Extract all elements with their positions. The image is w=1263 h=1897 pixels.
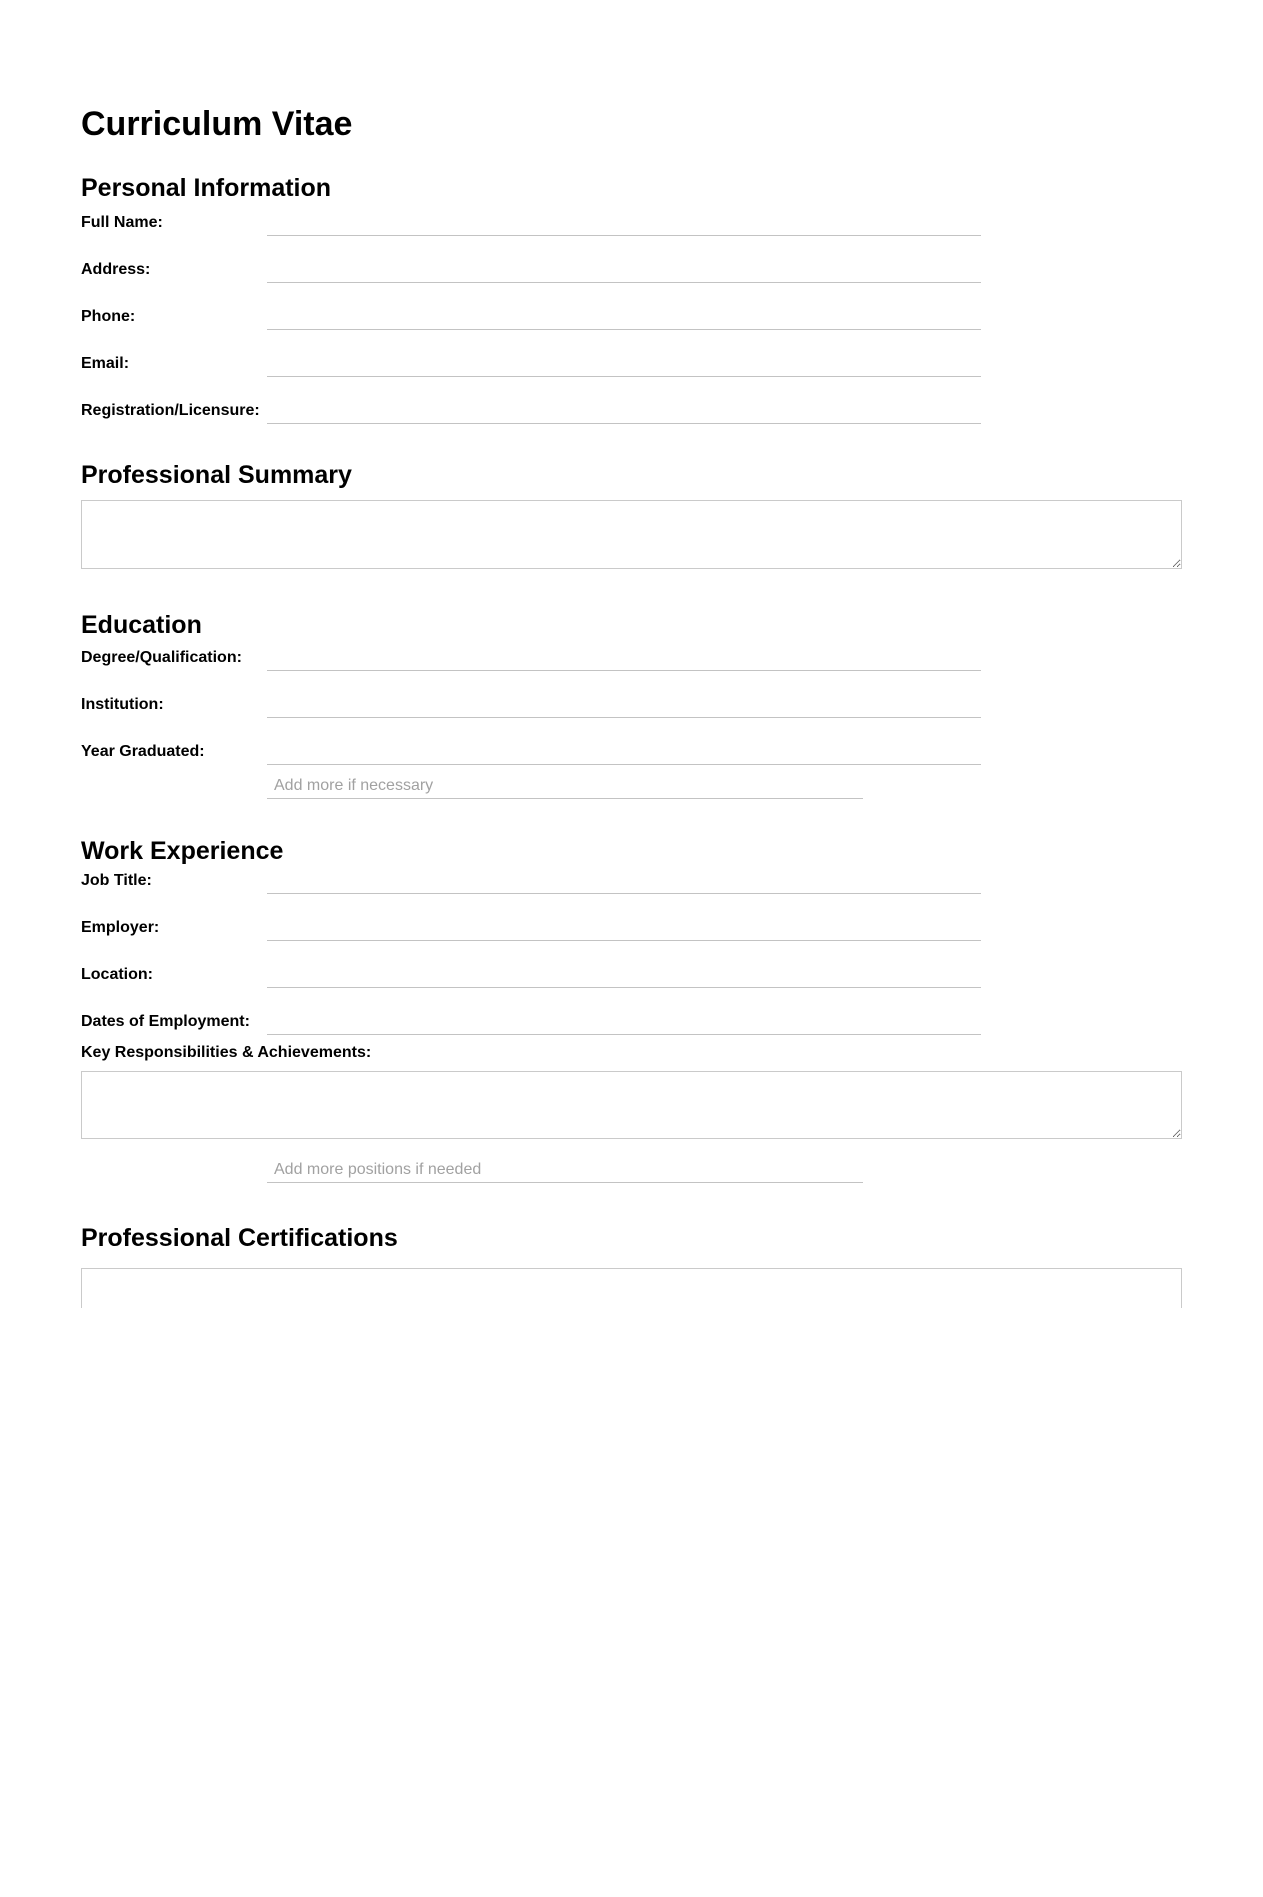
dates-of-employment-input[interactable] xyxy=(267,1012,981,1035)
key-responsibilities-label: Key Responsibilities & Achievements: xyxy=(81,1044,372,1061)
address-input[interactable] xyxy=(267,260,981,283)
professional-summary-textarea[interactable] xyxy=(81,500,1182,569)
employer-input[interactable] xyxy=(267,918,981,941)
form-row-institution xyxy=(81,695,1263,718)
degree-qualification-label: Degree/Qualification: xyxy=(81,649,242,666)
section-heading-education: Education xyxy=(81,611,202,639)
job-title-input[interactable] xyxy=(267,871,981,894)
email-label: Email: xyxy=(81,355,130,372)
employer-label: Employer: xyxy=(81,919,160,936)
institution-input[interactable] xyxy=(267,695,981,718)
form-row-registration-licensure xyxy=(81,401,1263,424)
degree-qualification-input[interactable] xyxy=(267,648,981,671)
personal-information-fields xyxy=(81,213,1263,424)
location-input[interactable] xyxy=(267,965,981,988)
form-row-full-name xyxy=(81,213,1263,236)
address-label: Address: xyxy=(81,261,151,278)
email-input[interactable] xyxy=(267,354,981,377)
work-add-more-input[interactable] xyxy=(267,1160,863,1183)
registration-licensure-label: Registration/Licensure: xyxy=(81,402,260,419)
dates-of-employment-label: Dates of Employment: xyxy=(81,1013,250,1030)
key-responsibilities-textarea[interactable] xyxy=(81,1071,1182,1139)
year-graduated-input[interactable] xyxy=(267,742,981,765)
section-heading-professional-certifications: Professional Certifications xyxy=(81,1224,398,1252)
institution-label: Institution: xyxy=(81,696,164,713)
form-row-email xyxy=(81,354,1263,377)
section-heading-work-experience: Work Experience xyxy=(81,837,284,865)
education-add-more-input[interactable] xyxy=(267,776,863,799)
education-fields xyxy=(81,648,1263,765)
year-graduated-label: Year Graduated: xyxy=(81,743,205,760)
form-row-dates-of-employment xyxy=(81,1012,1263,1035)
form-row-employer xyxy=(81,918,1263,941)
work-add-more-row xyxy=(267,1160,1263,1183)
form-row-degree-qualification xyxy=(81,648,1263,671)
form-row-phone xyxy=(81,307,1263,330)
work-experience-fields xyxy=(81,871,1263,1035)
certifications-textarea[interactable] xyxy=(81,1268,1182,1308)
registration-licensure-input[interactable] xyxy=(267,401,981,424)
page-title: Curriculum Vitae xyxy=(81,105,353,143)
full-name-label: Full Name: xyxy=(81,214,163,231)
form-row-location xyxy=(81,965,1263,988)
location-label: Location: xyxy=(81,966,153,983)
phone-input[interactable] xyxy=(267,307,981,330)
form-row-address xyxy=(81,260,1263,283)
full-name-input[interactable] xyxy=(267,213,981,236)
job-title-label: Job Title: xyxy=(81,872,152,889)
form-row-job-title xyxy=(81,871,1263,894)
phone-label: Phone: xyxy=(81,308,136,325)
form-row-year-graduated xyxy=(81,742,1263,765)
education-add-more-row xyxy=(267,776,1263,799)
section-heading-professional-summary: Professional Summary xyxy=(81,461,352,489)
section-heading-personal-information: Personal Information xyxy=(81,174,332,202)
